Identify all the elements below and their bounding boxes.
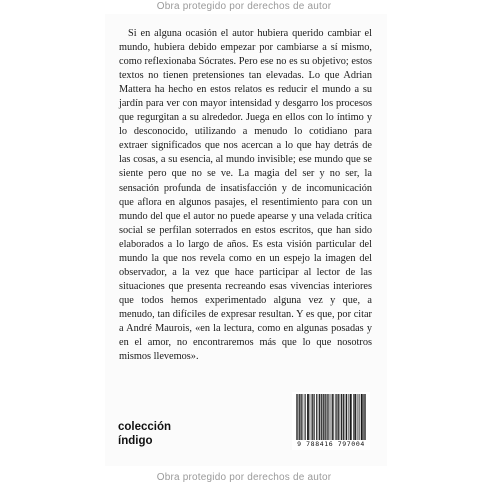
- barcode-bar: [350, 394, 351, 440]
- barcode-bar: [319, 394, 320, 440]
- barcode-bar: [349, 394, 350, 440]
- barcode-bar: [356, 394, 357, 440]
- barcode-bar: [343, 394, 344, 440]
- barcode-bar: [361, 394, 362, 440]
- barcode-bar: [305, 394, 306, 440]
- barcode-bar: [350, 394, 351, 440]
- barcode-bar: [307, 394, 308, 440]
- barcode-bar: [323, 394, 324, 440]
- barcode-bar: [355, 394, 356, 440]
- blurb-text: [119, 27, 372, 364]
- barcode-bar: [316, 394, 317, 440]
- barcode-bar: [312, 394, 313, 440]
- barcode-bar: [351, 394, 352, 440]
- barcode-bar: [302, 394, 303, 440]
- barcode-bar: [308, 394, 309, 440]
- barcode-bar: [296, 394, 297, 440]
- barcode-bar: [362, 394, 363, 440]
- barcode-bar: [324, 394, 325, 440]
- barcode-bar: [345, 394, 346, 440]
- barcode-bar: [321, 394, 322, 440]
- barcode-bar: [341, 394, 342, 440]
- blurb-body: Si en alguna ocasión el autor hubiera querido cambiar el mundo, hubiera debido empezar por cambiarse a sí mismo, como reflexionaba Sócrates. Pero ese no es su objetivo; estos textos no tienen pretensiones tan elevadas. Lo que Adrian Mattera ha hecho en estos relatos es reducir el mundo a su jardín para ver con mayor intensidad y desgarro los procesos que regurgitan a su alrededor. Juega en ellos con lo íntimo y lo desconocido, utilizando a menudo lo cotidiano para extraer significados que nos acercan a lo que hay detrás de las cosas, a su esencia, al mundo invisible; ese mundo que se siente pero que no se ve. La magia del ser y no ser, la sensación profunda de insatisfacción y de incomunicación que aflora en algunos pasajes, el resentimiento para con un mundo del que el autor no puede apearse y una velada crítica social se perfilan soterrados en estos escritos, que han sido elaborados a lo largo de años. Es esta visión particular del mundo la que nos revela como en un espejo la imagen del observador, a la vez que hace participar al lector de las situaciones que presenta recreando esas vivencias interiores que todos hemos experimentado alguna vez y que, a menudo, tan difíciles de expresar resultan. Y es que, por citar a André Maurois, «en la lectura, como en algunas posadas y en el amor, no encontraremos más que lo que nosotros mismos llevemos».: [119, 28, 372, 363]
- barcode-bar: [361, 394, 362, 440]
- barcode-bar: [365, 394, 366, 440]
- barcode-bar: [304, 394, 305, 440]
- barcode-bar: [317, 394, 318, 440]
- watermark-top: Obra protegido por derechos de autor: [156, 1, 332, 12]
- barcode-bar: [332, 394, 333, 440]
- barcode-bar: [359, 394, 360, 440]
- barcode-bar: [300, 394, 301, 440]
- barcode-bar: [339, 394, 340, 440]
- barcode-bar: [308, 394, 309, 440]
- barcode-bar: [338, 394, 339, 440]
- barcode-bar: [321, 394, 322, 440]
- barcode-bar: [319, 394, 320, 440]
- barcode-bar: [313, 394, 314, 440]
- barcode-bar: [346, 394, 347, 440]
- barcode-bar: [335, 394, 336, 440]
- collection-label: [118, 420, 171, 448]
- barcode-bar: [301, 394, 302, 440]
- barcode-bar: [312, 394, 313, 440]
- barcode-bar: [327, 394, 328, 440]
- barcode-bar: [328, 394, 329, 440]
- barcode-bar: [341, 394, 342, 440]
- barcode-bar: [330, 394, 331, 440]
- barcode-bar: [333, 394, 334, 440]
- barcode-bar: [323, 394, 324, 440]
- barcode-bar: [325, 394, 326, 440]
- collection-line-2: índigo: [118, 435, 153, 447]
- barcode-bar: [297, 394, 298, 440]
- barcode-bar: [347, 394, 348, 440]
- barcode-bar: [336, 394, 337, 440]
- collection-line-1: colección: [118, 421, 172, 433]
- barcode-bars: [296, 394, 366, 440]
- barcode-bar: [337, 394, 338, 440]
- isbn-barcode: [292, 392, 370, 450]
- barcode-bar: [314, 394, 315, 440]
- barcode-bar: [299, 394, 300, 440]
- barcode-bar: [364, 394, 365, 440]
- barcode-bar: [332, 394, 333, 440]
- barcode-bar: [343, 394, 344, 440]
- barcode-bar: [299, 394, 300, 440]
- barcode-bar: [358, 394, 359, 440]
- barcode-bar: [353, 394, 354, 440]
- barcode-bar: [363, 394, 364, 440]
- barcode-bar: [354, 394, 355, 440]
- barcode-bar: [310, 394, 311, 440]
- barcode-digits: 9 788416 797004: [297, 440, 365, 448]
- barcode-bar: [326, 394, 327, 440]
- watermark-bottom: Obra protegido por derechos de autor: [156, 472, 332, 483]
